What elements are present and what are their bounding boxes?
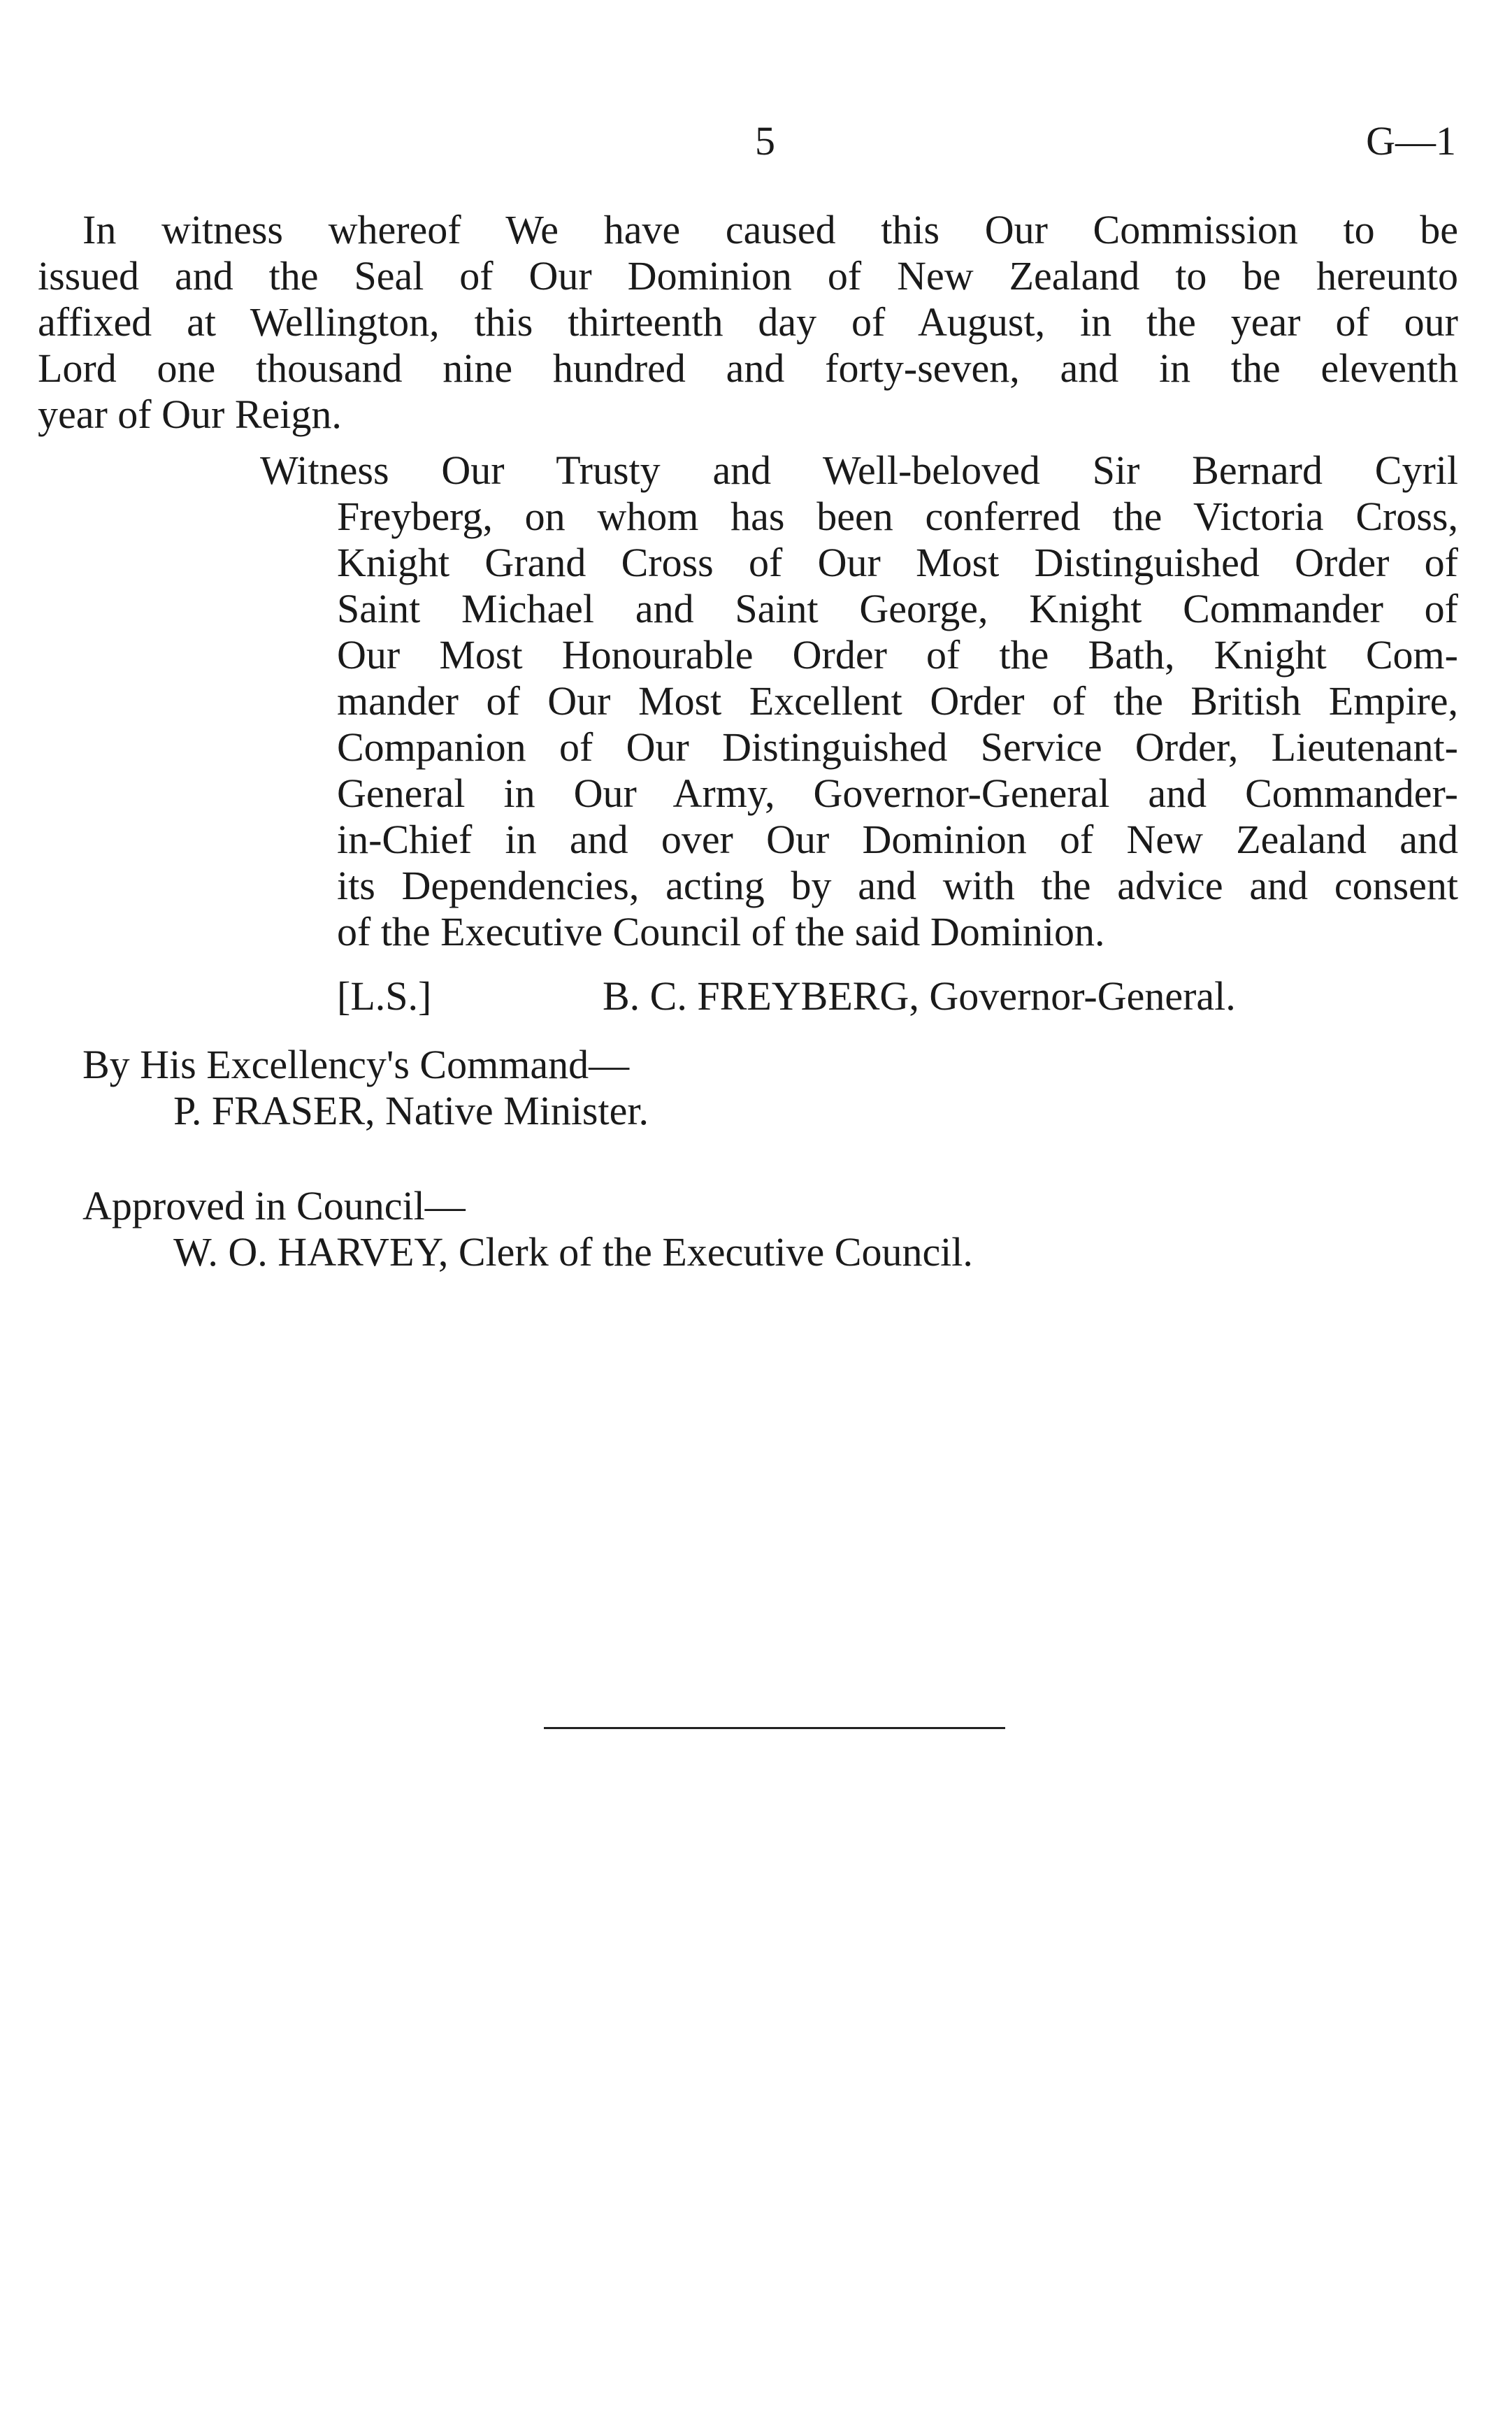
council-heading: Approved in Council—: [82, 1183, 466, 1228]
minister-signatory: P. FRASER, Native Minister.: [173, 1088, 649, 1133]
attestation-line: Our Most Honourable Order of the Bath, Knight Com-: [337, 632, 1458, 678]
witness-clause-line: affixed at Wellington, this thirteenth day of August, in the year of our: [38, 299, 1458, 345]
page-number: 5: [755, 118, 775, 164]
attestation-line: Companion of Our Distinguished Service Order, Lieutenant-: [337, 724, 1458, 770]
attestation-line: Saint Michael and Saint George, Knight Commander of: [337, 586, 1458, 631]
seal-mark: [L.S.]: [337, 973, 432, 1019]
attestation-line: its Dependencies, acting by and with the advice and consent: [337, 863, 1458, 908]
witness-clause-line: Lord one thousand nine hundred and forty-seven, and in the eleventh: [38, 345, 1458, 391]
attestation-line: General in Our Army, Governor-General and Commander-: [337, 771, 1458, 816]
attestation-line: in-Chief in and over Our Dominion of New Zealand and: [337, 817, 1458, 862]
clerk-signatory: W. O. HARVEY, Clerk of the Executive Council.: [173, 1229, 973, 1275]
closing-rule: [544, 1727, 1005, 1729]
witness-clause: [38, 207, 1458, 438]
council-block: [82, 1183, 973, 1275]
command-block: [82, 1042, 649, 1134]
attestation-line: of the Executive Council of the said Dominion.: [337, 909, 1105, 954]
command-heading: By His Excellency's Command—: [82, 1042, 630, 1087]
attestation-line: mander of Our Most Excellent Order of the British Empire,: [337, 678, 1458, 724]
attestation-paragraph: [260, 447, 1458, 955]
governor-signature: [337, 973, 1385, 1019]
document-code: G—1: [1366, 118, 1456, 164]
witness-clause-line: year of Our Reign.: [38, 392, 342, 437]
witness-clause-line: issued and the Seal of Our Dominion of New Zealand to be hereunto: [38, 253, 1458, 299]
attestation-line: Knight Grand Cross of Our Most Distinguished Order of: [337, 540, 1458, 585]
attestation-line: Freyberg, on whom has been conferred the Victoria Cross,: [337, 494, 1458, 539]
attestation-line: Witness Our Trusty and Well-beloved Sir Bernard Cyril: [260, 447, 1458, 493]
witness-clause-line: In witness whereof We have caused this Our Commission to be: [82, 207, 1458, 252]
governor-general-signatory: B. C. FREYBERG, Governor-General.: [603, 973, 1236, 1019]
